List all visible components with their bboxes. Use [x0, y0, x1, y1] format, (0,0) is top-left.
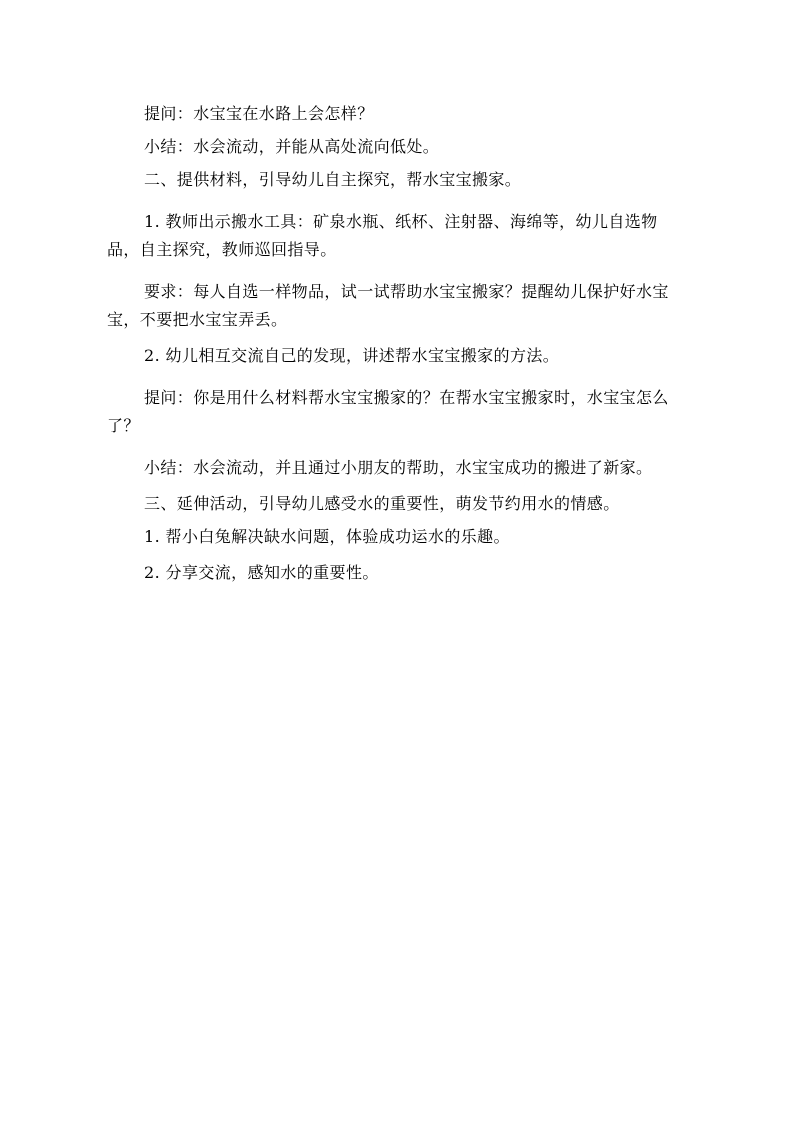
paragraph-step-1: 1. 教师出示搬水工具：矿泉水瓶、纸杯、注射器、海绵等，幼儿自选物品，自主探究，教师巡回指导。 — [107, 212, 658, 259]
paragraph-summary-1: 小结：水会流动，并能从高处流向低处。 — [144, 137, 440, 156]
section-heading-3: 三、延伸活动，引导幼儿感受水的重要性，萌发节约用水的情感。 — [144, 494, 620, 513]
paragraph-extension-1: 1. 帮小白兔解决缺水问题，体验成功运水的乐趣。 — [144, 527, 510, 546]
paragraph-step-2: 2. 幼儿相互交流自己的发现，讲述帮水宝宝搬家的方法。 — [144, 346, 560, 365]
document-body — [107, 100, 673, 587]
paragraph-summary-2: 小结：水会流动，并且通过小朋友的帮助，水宝宝成功的搬进了新家。 — [144, 458, 653, 477]
section-heading-2: 二、提供材料，引导幼儿自主探究，帮水宝宝搬家。 — [144, 170, 522, 189]
paragraph-extension-2: 2. 分享交流，感知水的重要性。 — [144, 563, 379, 582]
paragraph-requirement: 要求：每人自选一样物品，试一试帮助水宝宝搬家？提醒幼儿保护好水宝宝，不要把水宝宝弄丢。 — [107, 282, 669, 329]
paragraph-question-1: 提问：水宝宝在水路上会怎样？ — [144, 104, 374, 123]
paragraph-question-2: 提问：你是用什么材料帮水宝宝搬家的？在帮水宝宝搬家时，水宝宝怎么了？ — [107, 388, 669, 435]
